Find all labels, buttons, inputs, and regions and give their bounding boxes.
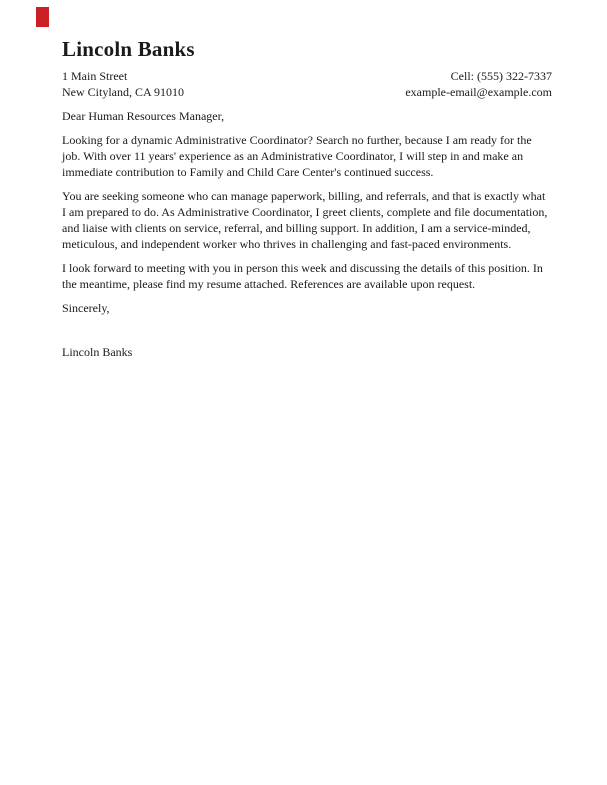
body-paragraph-1: Looking for a dynamic Administrative Coordinator? Search no further, because I am ready for the job. With over 11 years' experience as an Administrative Coordinator, I will step in and make an immediate contribution to Family and Child Care Center's continued success. <box>62 133 532 179</box>
address-line-2: New Cityland, CA 91010 <box>62 85 184 99</box>
contact-header <box>62 68 552 100</box>
body-paragraph-3: I look forward to meeting with you in person this week and discussing the details of this position. In the meantime, please find my resume attached. References are available upon request. <box>62 261 543 291</box>
email-line: example-email@example.com <box>405 85 552 99</box>
phone-line: Cell: (555) 322-7337 <box>450 69 552 83</box>
address-line-1: 1 Main Street <box>62 69 128 83</box>
contact-block <box>405 68 552 100</box>
letter-content <box>62 38 552 360</box>
body-paragraph-2: You are seeking someone who can manage paperwork, billing, and referrals, and that is exactly what I am prepared to do. As Administrative Coordinator, I greet clients, complete and file documentation, and liaise with clients on service, referral, and billing support. In addition, I am a service-minded, meticulous, and independent worker who thrives in challenging and fast-paced environments. <box>62 189 548 251</box>
greeting-line: Dear Human Resources Manager, <box>62 109 225 123</box>
closing-line: Sincerely, <box>62 301 110 315</box>
brand-accent-mark <box>36 7 49 27</box>
address-block <box>62 68 184 100</box>
signature-name: Lincoln Banks <box>62 345 133 359</box>
candidate-name-heading: Lincoln Banks <box>62 37 195 61</box>
